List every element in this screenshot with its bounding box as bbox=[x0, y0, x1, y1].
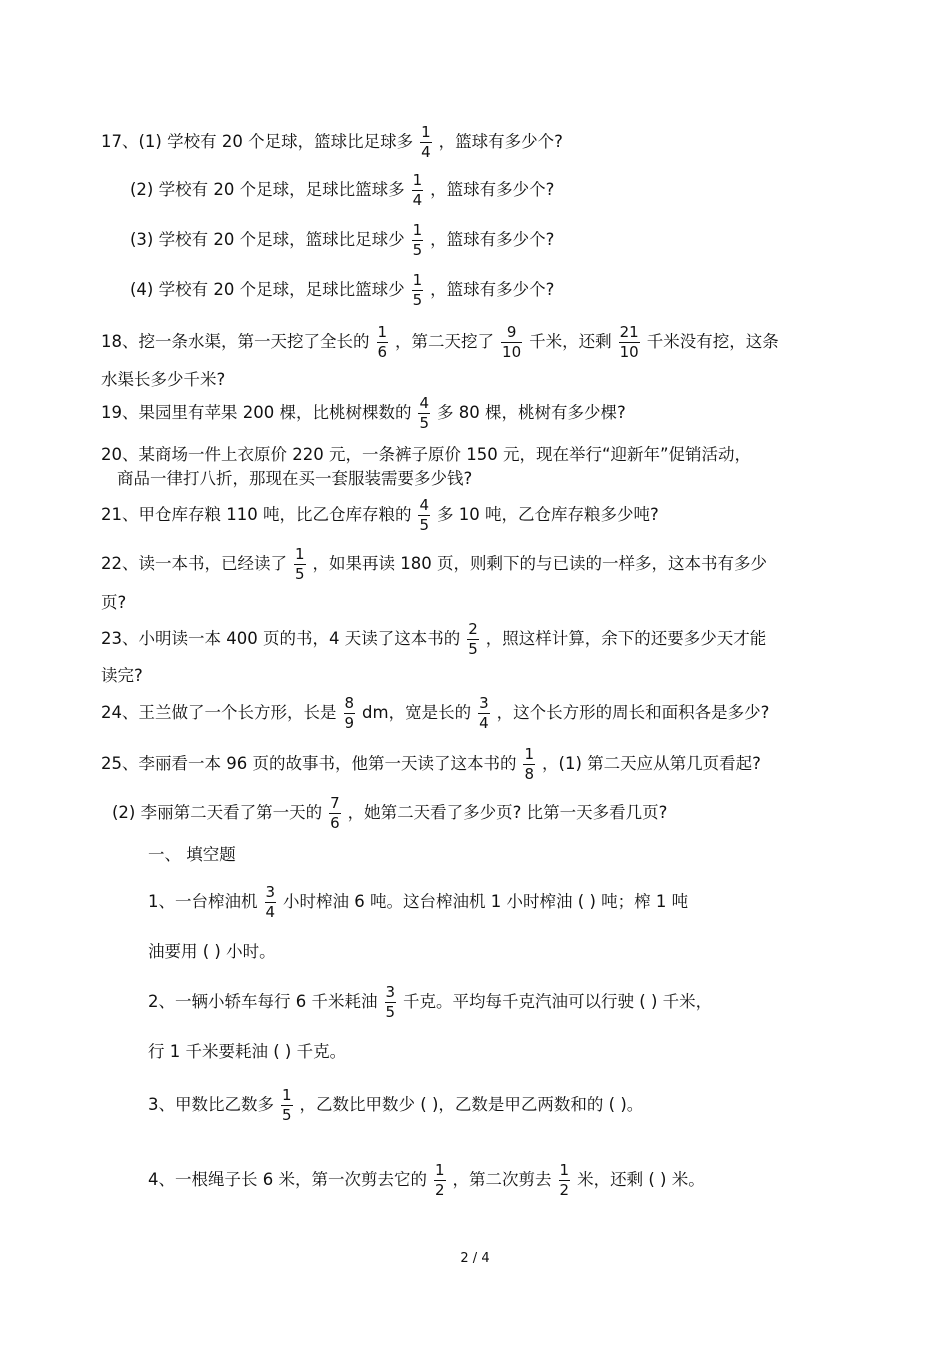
text-line bbox=[148, 845, 236, 865]
text-line bbox=[148, 984, 712, 1021]
text-segment: 19、果园里有苹果 200 棵，比桃树棵数的 bbox=[101, 402, 412, 422]
text-line bbox=[101, 746, 761, 783]
fraction bbox=[501, 324, 522, 361]
text-segment: 21、甲仓库存粮 110 吨，比乙仓库存粮的 bbox=[101, 504, 412, 524]
text-segment: 22、读一本书，已经读了 bbox=[101, 553, 287, 573]
text-line bbox=[101, 324, 779, 361]
fraction-denominator: 5 bbox=[419, 515, 430, 534]
text-line bbox=[148, 1087, 643, 1124]
text-segment: ，如果再读 180 页，则剩下的与已读的一样多，这本书有多少 bbox=[312, 553, 768, 573]
fraction-denominator: 4 bbox=[421, 142, 431, 161]
fraction bbox=[418, 497, 430, 534]
text-segment: ，这个长方形的周长和面积各是多少? bbox=[496, 702, 770, 722]
text-segment: 18、挖一条水渠，第一天挖了全长的 bbox=[101, 331, 370, 351]
fraction-denominator: 2 bbox=[559, 1180, 570, 1199]
fraction-numerator: 1 bbox=[295, 544, 305, 563]
fraction-numerator: 1 bbox=[435, 1160, 445, 1179]
text-line bbox=[112, 795, 667, 832]
text-segment: ，篮球有多少个? bbox=[430, 179, 555, 199]
text-segment: ，(1) 第二天应从第几页看起? bbox=[542, 753, 761, 773]
text-line bbox=[117, 469, 472, 489]
fraction bbox=[418, 395, 430, 432]
text-segment: 一、 填空题 bbox=[148, 845, 236, 864]
fraction-numerator: 1 bbox=[377, 322, 388, 341]
text-segment: (2) 李丽第二天看了第一天的 bbox=[112, 802, 323, 822]
text-segment: 油要用 ( ) 小时。 bbox=[148, 942, 276, 961]
text-segment: 4、一根绳子长 6 米，第一次剪去它的 bbox=[148, 1169, 427, 1189]
fraction-numerator: 21 bbox=[619, 322, 639, 341]
text-segment: (2) 学校有 20 个足球，足球比篮球多 bbox=[130, 179, 405, 199]
fraction-numerator: 1 bbox=[421, 122, 431, 141]
fraction-numerator: 1 bbox=[412, 170, 423, 189]
fraction-numerator: 3 bbox=[385, 982, 396, 1001]
fraction-numerator: 1 bbox=[282, 1085, 292, 1104]
text-segment: 多 80 棵，桃树有多少棵? bbox=[437, 402, 626, 422]
fraction bbox=[434, 1162, 446, 1199]
text-segment: 页? bbox=[101, 593, 127, 612]
fraction-numerator: 4 bbox=[419, 393, 430, 412]
text-segment: ，篮球有多少个? bbox=[430, 279, 555, 299]
text-segment: 行 1 千米要耗油 ( ) 千克。 bbox=[148, 1042, 347, 1061]
text-line bbox=[101, 124, 563, 161]
text-segment: 25、李丽看一本 96 页的故事书，他第一天读了这本书的 bbox=[101, 753, 517, 773]
text-segment: 多 10 吨，乙仓库存粮多少吨? bbox=[437, 504, 659, 524]
text-line bbox=[101, 695, 769, 732]
fraction-numerator: 3 bbox=[265, 882, 276, 901]
fraction-denominator: 4 bbox=[265, 902, 276, 921]
text-line bbox=[148, 942, 276, 962]
fraction bbox=[412, 222, 424, 259]
fraction-numerator: 7 bbox=[330, 793, 340, 812]
text-line bbox=[101, 445, 751, 465]
text-line bbox=[101, 666, 143, 686]
fraction-denominator: 6 bbox=[377, 342, 388, 361]
fraction-numerator: 2 bbox=[468, 619, 478, 638]
text-segment: 小时榨油 6 吨。这台榨油机 1 小时榨油 ( ) 吨；榨 1 吨 bbox=[283, 891, 689, 911]
text-line bbox=[101, 621, 766, 658]
text-line bbox=[101, 546, 767, 583]
page-number: 2 / 4 bbox=[460, 1251, 490, 1266]
fraction-denominator: 8 bbox=[524, 764, 535, 783]
fraction bbox=[377, 324, 389, 361]
fraction-denominator: 6 bbox=[330, 813, 340, 832]
fraction-numerator: 4 bbox=[419, 495, 430, 514]
fraction-numerator: 3 bbox=[479, 693, 489, 712]
fraction bbox=[412, 272, 424, 309]
text-segment: 商品一律打八折，那现在买一套服装需要多少钱? bbox=[117, 469, 473, 488]
text-line bbox=[148, 1162, 705, 1199]
text-line bbox=[130, 172, 554, 209]
fraction-denominator: 10 bbox=[619, 342, 639, 361]
text-segment: 23、小明读一本 400 页的书，4 天读了这本书的 bbox=[101, 628, 461, 648]
fraction bbox=[281, 1087, 293, 1124]
fraction bbox=[344, 695, 356, 732]
fraction bbox=[523, 746, 535, 783]
fraction bbox=[478, 695, 490, 732]
fraction-denominator: 4 bbox=[412, 190, 423, 209]
fraction bbox=[420, 124, 432, 161]
text-segment: 读完? bbox=[101, 666, 143, 685]
text-segment: 20、某商场一件上衣原价 220 元，一条裤子原价 150 元，现在举行“迎新年”促销活动， bbox=[101, 445, 752, 464]
fraction-denominator: 5 bbox=[419, 413, 430, 432]
fraction bbox=[467, 621, 479, 658]
fraction bbox=[619, 324, 640, 361]
text-segment: ，篮球有多少个? bbox=[438, 131, 563, 151]
fraction bbox=[294, 546, 306, 583]
fraction-denominator: 10 bbox=[502, 342, 522, 361]
fraction-numerator: 9 bbox=[506, 322, 517, 341]
fraction-numerator: 1 bbox=[559, 1160, 570, 1179]
text-segment: ，篮球有多少个? bbox=[430, 229, 555, 249]
fraction bbox=[412, 172, 424, 209]
fraction-denominator: 5 bbox=[468, 639, 478, 658]
text-segment: 水渠长多少千米? bbox=[101, 370, 226, 389]
text-line bbox=[101, 395, 626, 432]
text-line bbox=[130, 222, 554, 259]
text-line bbox=[101, 593, 126, 613]
text-line bbox=[148, 884, 688, 921]
text-segment: 1、一台榨油机 bbox=[148, 891, 258, 911]
text-segment: (3) 学校有 20 个足球，篮球比足球少 bbox=[130, 229, 405, 249]
text-segment: 千克。平均每千克汽油可以行驶 ( ) 千米， bbox=[403, 991, 713, 1011]
fraction-denominator: 5 bbox=[295, 564, 305, 583]
fraction-numerator: 1 bbox=[412, 220, 423, 239]
text-segment: ，乙数比甲数少 ( )，乙数是甲乙两数和的 ( )。 bbox=[299, 1094, 644, 1114]
fraction-denominator: 9 bbox=[344, 713, 355, 732]
text-segment: 千米没有挖，这条 bbox=[646, 331, 779, 351]
text-segment: 2、一辆小轿车每行 6 千米耗油 bbox=[148, 991, 378, 1011]
text-segment: (4) 学校有 20 个足球，足球比篮球少 bbox=[130, 279, 405, 299]
text-segment: 千米，还剩 bbox=[529, 331, 612, 351]
fraction-denominator: 5 bbox=[412, 240, 423, 259]
text-segment: dm，宽是长的 bbox=[362, 702, 472, 722]
fraction bbox=[559, 1162, 571, 1199]
fraction bbox=[265, 884, 277, 921]
text-line bbox=[130, 272, 554, 309]
text-line bbox=[148, 1042, 346, 1062]
fraction bbox=[385, 984, 397, 1021]
fraction-denominator: 5 bbox=[412, 290, 423, 309]
fraction-denominator: 5 bbox=[385, 1002, 396, 1021]
fraction-denominator: 5 bbox=[282, 1105, 292, 1124]
text-segment: 24、王兰做了一个长方形，长是 bbox=[101, 702, 337, 722]
text-segment: 3、甲数比乙数多 bbox=[148, 1094, 274, 1114]
text-segment: ，第二次剪去 bbox=[452, 1169, 552, 1189]
fraction-numerator: 1 bbox=[524, 744, 535, 763]
fraction-numerator: 8 bbox=[344, 693, 355, 712]
text-line bbox=[101, 497, 659, 534]
text-segment: ，照这样计算，余下的还要多少天才能 bbox=[485, 628, 767, 648]
text-line bbox=[101, 370, 225, 390]
fraction-numerator: 1 bbox=[412, 270, 423, 289]
fraction bbox=[329, 795, 341, 832]
text-segment: 17、(1) 学校有 20 个足球，篮球比足球多 bbox=[101, 131, 414, 151]
text-segment: ，她第二天看了多少页? 比第一天多看几页? bbox=[347, 802, 668, 822]
text-segment: 米，还剩 ( ) 米。 bbox=[577, 1169, 705, 1189]
text-segment: ，第二天挖了 bbox=[395, 331, 495, 351]
fraction-denominator: 2 bbox=[435, 1180, 445, 1199]
fraction-denominator: 4 bbox=[479, 713, 489, 732]
